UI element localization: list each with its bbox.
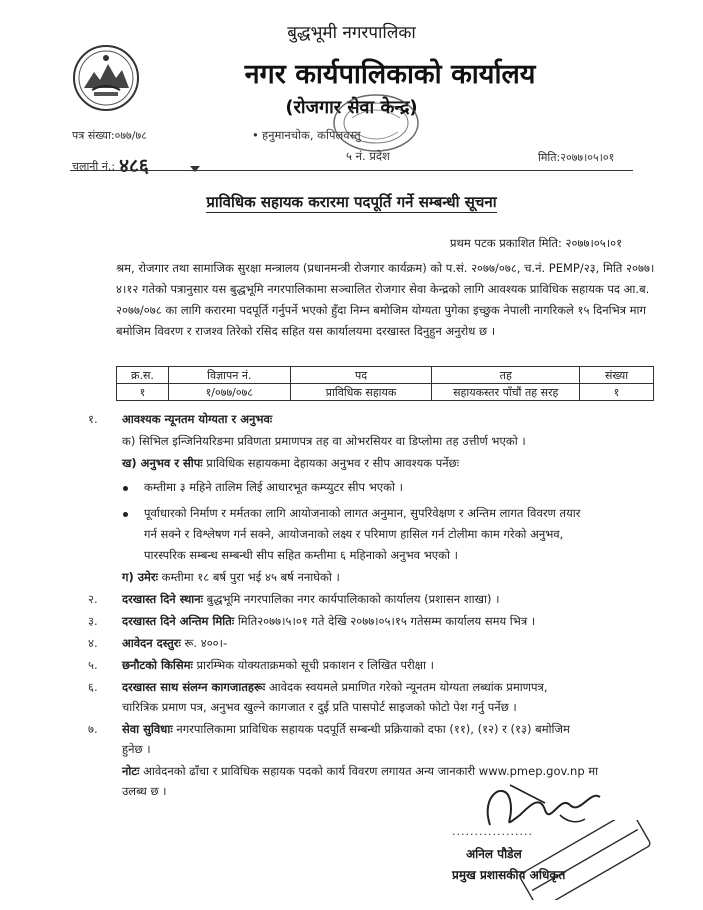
item-number: ३.	[88, 614, 98, 628]
col-header-sn: क्र.स.	[117, 367, 169, 384]
table-row	[117, 384, 654, 401]
qualification-a: क) सिभिल इन्जिनियरिङमा प्रविणता प्रमाणपत्र तह वा ओभरसियर वा डिप्लोमा तह उत्तीर्ण भएको ।	[122, 434, 526, 448]
col-header-ad-no: विज्ञापन नं.	[168, 367, 290, 384]
office-seal-stamp	[330, 92, 422, 154]
vacancy-table	[116, 366, 654, 401]
item-number: २.	[88, 592, 98, 606]
office-address: • हनुमानचोक, कपिलवस्तु	[252, 128, 361, 142]
service-facility-l2: हुनेछ ।	[122, 742, 151, 756]
province-label: ५ नं. प्रदेश	[346, 149, 390, 163]
cell-sn: १	[117, 384, 169, 401]
application-fee: आवेदन दस्तुरः रू. ४००।-	[122, 636, 228, 650]
cell-count: १	[580, 384, 654, 401]
bullet-icon	[123, 486, 128, 491]
header-divider	[70, 170, 633, 171]
required-documents: दरखास्त साथ संलग्न कागजातहरूः आवेदक स्वयमले प्रमाणित गरेको न्यूनतम योग्यता लब्धांक प्रमाणपत्र,	[122, 680, 548, 694]
qualification-age: ग) उमेरः कम्तीमा १८ बर्ष पुरा भई ४५ बर्ष ननाघेको ।	[122, 570, 340, 584]
item-number: १.	[88, 412, 98, 426]
col-header-level: तह	[432, 367, 580, 384]
table-header-row	[117, 367, 654, 384]
item-number: ६.	[88, 680, 98, 694]
office-name: नगर कार्यपालिकाको कार्यालय	[244, 59, 536, 90]
letter-date: मिति:२०७७।०५।०१	[538, 151, 615, 164]
notice-title: प्राविधिक सहायक करारमा पदपूर्ति गर्ने सम्बन्धी सूचना	[206, 193, 497, 211]
reference-number: पत्र संख्या:०७७/७८	[72, 129, 147, 142]
skill-infrastructure-l1: पूर्वाधारको निर्माण र मर्मतका लागि आयोजनाको लागत अनुमान, सुपरिवेक्षण र अन्तिम लागत विवरण तयार	[144, 506, 581, 520]
skill-computer: कम्तीमा ३ महिने तालिम लिई आधारभूत कम्प्युटर सीप भएको ।	[144, 480, 403, 494]
required-documents-l2: चारित्रिक प्रमाण पत्र, अनुभव खुल्ने कागजात र दुई प्रति पासपोर्ट साइजको फोटो पेश गर्नु पर्नेछ ।	[122, 700, 517, 714]
municipality-name: बुद्धभूमी नगरपालिका	[287, 23, 416, 43]
application-deadline: दरखास्त दिने अन्तिम मितिः मिति२०७७।५।०१ गते देखि २०७७।०५।१५ गतेसम्म कार्यालय समय भित्र ।	[122, 614, 536, 628]
item-number: ४.	[88, 636, 98, 650]
service-center-name: (रोजगार सेवा केन्द्र)	[285, 97, 418, 118]
item-number: ५.	[88, 658, 98, 672]
notice-intro-paragraph: श्रम, रोजगार तथा सामाजिक सुरक्षा मन्त्रालय (प्रधानमन्त्री रोजगार कार्यक्रम) को प.सं. २०७७/०७८, च.नं. PEMP/२३, मिति २०७७।४।१२ गतेको पत्रानुसार यस बुद्धभूमि नगरपालिकामा सञ्चालित रोजगार सेवा केन्द्रको लागि आवश्यक प्राविधिक सहायक पद आ.ब. २०७७/०७८ का लागि करारमा पदपूर्ति गर्नुपर्ने भएको हुँदा निम्न बमोजिम योग्यता पुगेका इच्छुक नेपाली नागरिकले १५ दिनभित्र माग बमोजिम विवरण र राजश्व तिरेको रसिद सहित यस कार्यालयमा दरखास्त दिनुहुन अनुरोध छ ।	[116, 261, 655, 338]
officer-name: अनिल पौडेल	[466, 847, 522, 861]
col-header-post: पद	[290, 367, 432, 384]
qualification-b: ख) अनुभव र सीपः प्राविधिक सहायकमा देहायका अनुभव र सीप आवश्यक पर्नेछः	[122, 456, 460, 470]
officer-title: प्रमुख प्रशासकीय अधिकृत	[452, 868, 566, 882]
application-place: दरखास्त दिने स्थानः बुद्धभूमि नगरपालिका नगर कार्यपालिकाको कार्यालय (प्रशासन शाखा) ।	[122, 592, 500, 606]
dispatch-number: चलानी नं.: ४८६	[72, 155, 149, 177]
cell-level: सहायकस्तर पाँचौं तह सरह	[432, 384, 580, 401]
note-l2: उलब्ध छ ।	[122, 784, 167, 798]
skill-infrastructure-l3: पारस्परिक सम्बन्ध सम्बन्धी सीप सहित कम्तीमा ६ महिनाको अनुभव भएको ।	[144, 548, 458, 562]
service-facility: सेवा सुविधाः नगरपालिकामा प्राविधिक सहायक पदपूर्ति सम्बन्धी प्रक्रियाको दफा (११), (१२) र (१३) बमोजिम	[122, 722, 570, 736]
col-header-count: संख्या	[580, 367, 654, 384]
cell-ad-no: १/०७७/०७८	[168, 384, 290, 401]
selection-method: छनौटको किसिमः प्रारम्भिक योक्यताक्रमको सूची प्रकाशन र लिखित परीक्षा ।	[122, 658, 434, 672]
dispatch-number-handwritten: ४८६	[119, 155, 149, 177]
publish-date: प्रथम पटक प्रकाशित मिति: २०७७।०५।०१	[450, 236, 623, 250]
cell-post: प्राविधिक सहायक	[290, 384, 432, 401]
skill-infrastructure-l2: गर्न सक्ने र विश्लेषण गर्न सक्ने, आयोजनाको लक्ष्य र परिमाण हासिल गर्न टोलीमा काम गरेको अनुभव,	[144, 527, 564, 541]
qualification-heading: आवश्यक न्यूनतम योग्यता र अनुभवः	[122, 412, 273, 426]
divider-marker	[190, 166, 200, 172]
bullet-icon	[123, 512, 128, 517]
note: नोटः आवेदनको ढाँचा र प्राविधिक सहायक पदको कार्य विवरण लगायत अन्य जानकारी www.pmep.gov.np मा	[122, 764, 599, 778]
signature-line: ..................	[452, 825, 533, 838]
item-number: ७.	[88, 722, 98, 736]
